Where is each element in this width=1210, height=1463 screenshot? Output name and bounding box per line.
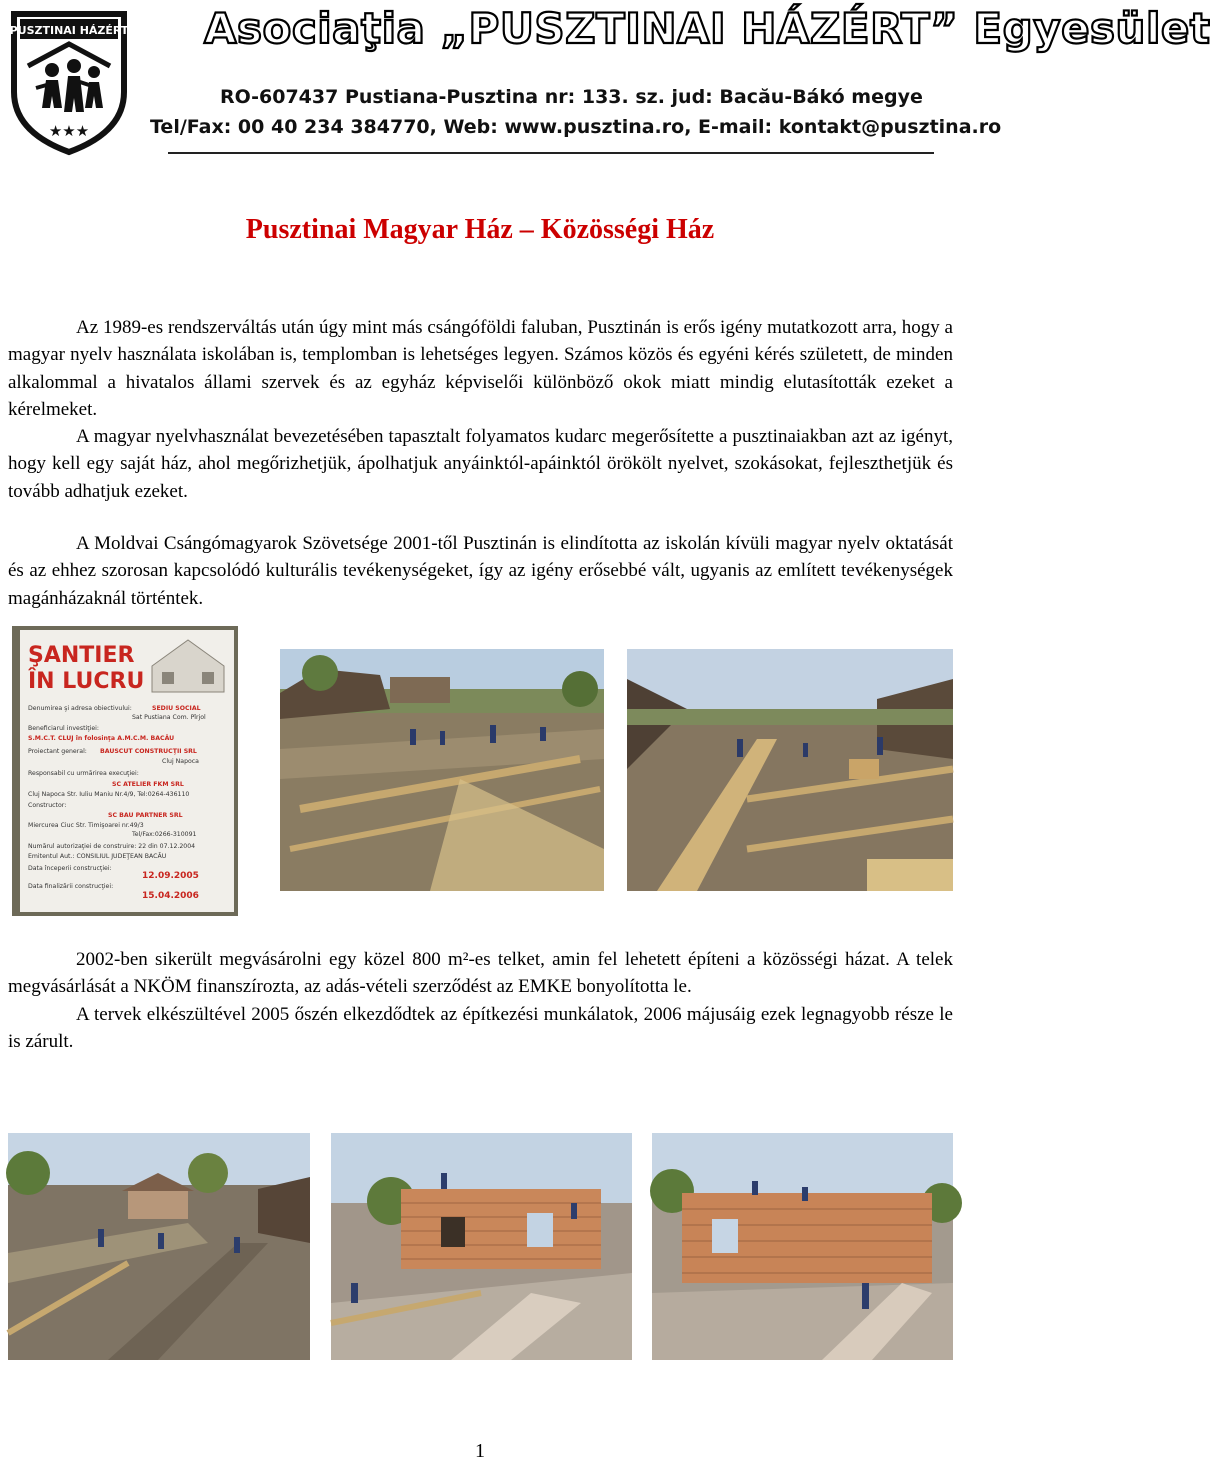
logo-text: PUSZTINAI HÁZÉRT [9, 24, 129, 37]
svg-text:BAUSCUT CONSTRUCŢII SRL: BAUSCUT CONSTRUCŢII SRL [100, 748, 197, 755]
organization-address: RO-607437 Pustiana-Pusztina nr: 133. sz. jud: Bacău-Bákó megye [220, 86, 923, 108]
paragraph: A magyar nyelvhasználat bevezetésében tapasztalt folyamatos kudarc megerősítette a pusztinaiakban azt az igényt, hogy kell egy saját ház, ahol megőrizhetjük, ápolhatjuk anyáinktól-apáinktól örökölt nyelvet, szokásokat, fejleszthetjük és tovább adhatjuk ezeket. [8, 426, 953, 502]
page-number: 1 [475, 1440, 485, 1462]
svg-text:Tel/Fax:0266-310091: Tel/Fax:0266-310091 [132, 831, 197, 838]
svg-text:Denumirea şi adresa obiectivul: Denumirea şi adresa obiectivului: [28, 705, 132, 712]
svg-text:15.04.2006: 15.04.2006 [142, 891, 199, 901]
svg-text:Data finalizării construcţiei:: Data finalizării construcţiei: [28, 883, 114, 890]
svg-text:ŞANTIER: ŞANTIER [28, 643, 135, 668]
svg-text:Proiectant general:: Proiectant general: [28, 748, 87, 755]
foundation-work-photo-2 [627, 649, 953, 891]
svg-text:Beneficiarul investiţiei:: Beneficiarul investiţiei: [28, 725, 99, 732]
paragraph: A tervek elkészültével 2005 őszén elkezdődtek az építkezési munkálatok, 2006 májusáig ezek legnagyobb része le is zárult. [8, 1003, 953, 1052]
svg-text:Sat Pustiana Com. Pîrjol: Sat Pustiana Com. Pîrjol [132, 714, 206, 721]
header-divider [168, 152, 934, 154]
svg-text:Numărul autorizaţiei de constr: Numărul autorizaţiei de construire: 22 din 07.12.2004 [28, 843, 196, 850]
svg-text:S.M.C.T. CLUJ în folosinţa A.M: S.M.C.T. CLUJ în folosinţa A.M.C.M. BACĂU [28, 735, 175, 742]
svg-text:Cluj Napoca Str. Iuliu Maniu N: Cluj Napoca Str. Iuliu Maniu Nr.4/9, Tel:0264-436110 [28, 791, 190, 798]
paragraph: 2002-ben sikerült megvásárolni egy közel 800 m²-es telket, amin fel lehetett építeni a közösségi házat. A telek megvásárlását a NKÖM finanszírozta, az adás-vételi szerződést az EMKE bonyolította le. [8, 949, 953, 998]
svg-text:SC ATELIER FKM SRL: SC ATELIER FKM SRL [112, 781, 184, 788]
svg-text:Emitentul Aut.: CONSILIUL JUDE: Emitentul Aut.: CONSILIUL JUDEŢEAN BACĂU [28, 853, 167, 860]
svg-text:Responsabil cu urmărirea execu: Responsabil cu urmărirea execuţiei: [28, 770, 139, 777]
construction-sign-photo [12, 626, 238, 916]
svg-text:12.09.2005: 12.09.2005 [142, 871, 199, 881]
svg-text:SC BAU PARTNER SRL: SC BAU PARTNER SRL [108, 812, 183, 819]
association-logo [6, 4, 132, 156]
svg-text:★★★: ★★★ [48, 124, 90, 140]
foundation-work-photo-1 [280, 649, 604, 891]
document-title: Pusztinai Magyar Ház – Közösségi Ház [245, 214, 715, 245]
brick-walls-photo [331, 1133, 632, 1360]
construction-photo-3 [8, 1133, 310, 1360]
svg-text:Miercurea Ciuc Str. Timişoarei: Miercurea Ciuc Str. Timişoarei nr.49/3 [28, 822, 144, 829]
mcsma-text [8, 530, 953, 612]
paragraph: Az 1989-es rendszerváltás után úgy mint más csángóföldi faluban, Pusztinán is erős igény mutatkozott arra, hogy a magyar nyelv használata iskolában is, templomban is lehetséges legyen. Számos közös és egyéni kérés született, de minden alkalommal a hivatalos állami szervek és az egyház képviselői különböző okok miatt mindig elutasították ezeket a kérelmeket. [8, 317, 953, 420]
brick-walls-photo-2 [652, 1133, 953, 1360]
organization-contact: Tel/Fax: 00 40 234 384770, Web: www.pusztina.ro, E-mail: kontakt@pusztina.ro [150, 116, 1002, 138]
intro-text [8, 314, 953, 505]
organization-name: Asociaţia „PUSZTINAI HÁZÉRT” Egyesület [204, 4, 1210, 53]
svg-text:SEDIU SOCIAL: SEDIU SOCIAL [152, 705, 201, 712]
paragraph: A Moldvai Csángómagyarok Szövetsége 2001-től Pusztinán is elindította az iskolán kívüli magyar nyelv oktatását és az ehhez szorosan kapcsolódó kulturális tevékenységeket, így az igény erősebbé vált, ugyanis az említett tevékenységek magánházaknál történtek. [8, 533, 953, 609]
land-purchase-text [8, 946, 953, 1055]
svg-text:Cluj Napoca: Cluj Napoca [162, 758, 199, 765]
svg-text:Data începerii construcţiei:: Data începerii construcţiei: [28, 865, 112, 872]
svg-text:Constructor:: Constructor: [28, 802, 67, 809]
svg-text:ÎN LUCRU: ÎN LUCRU [28, 669, 145, 694]
